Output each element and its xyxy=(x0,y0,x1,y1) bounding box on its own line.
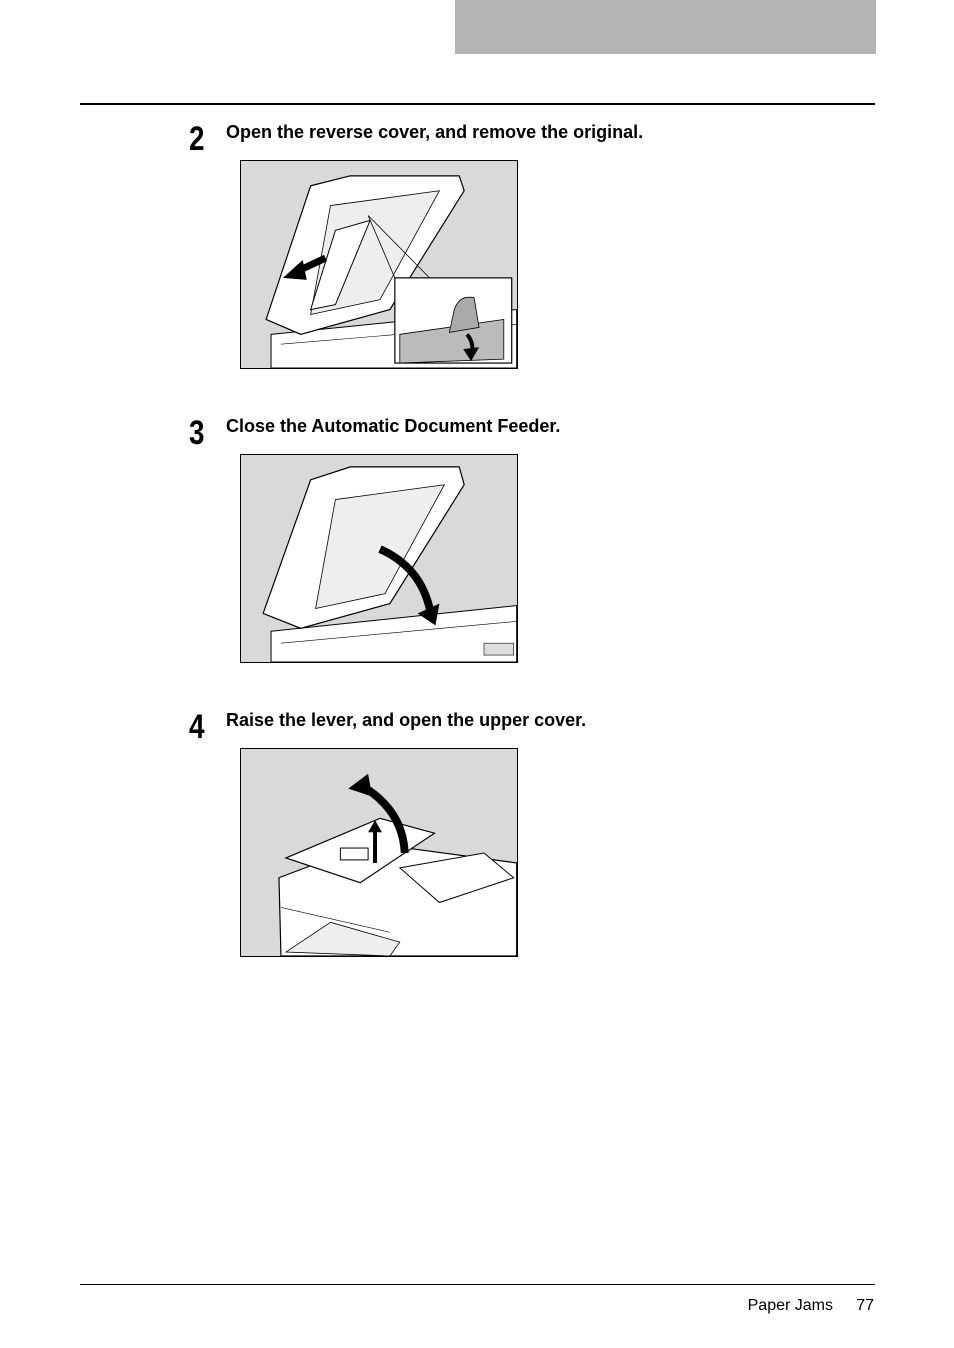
step-4-number: 4 xyxy=(189,708,205,746)
footer-section-title: Paper Jams xyxy=(747,1297,833,1314)
footer-page-number: 77 xyxy=(856,1297,874,1314)
step-2-illustration xyxy=(240,160,518,369)
step-2-number: 2 xyxy=(189,120,205,158)
step-4-illustration xyxy=(240,748,518,957)
top-rule xyxy=(80,103,875,105)
step-3-text: Close the Automatic Document Feeder. xyxy=(226,416,561,436)
bottom-rule xyxy=(80,1284,875,1285)
step-2-text: Open the reverse cover, and remove the original. xyxy=(226,122,644,142)
step-4-text: Raise the lever, and open the upper cover. xyxy=(226,710,587,730)
step-3-illustration xyxy=(240,454,518,663)
step-3-number: 3 xyxy=(189,414,205,452)
header-bar xyxy=(455,0,876,54)
